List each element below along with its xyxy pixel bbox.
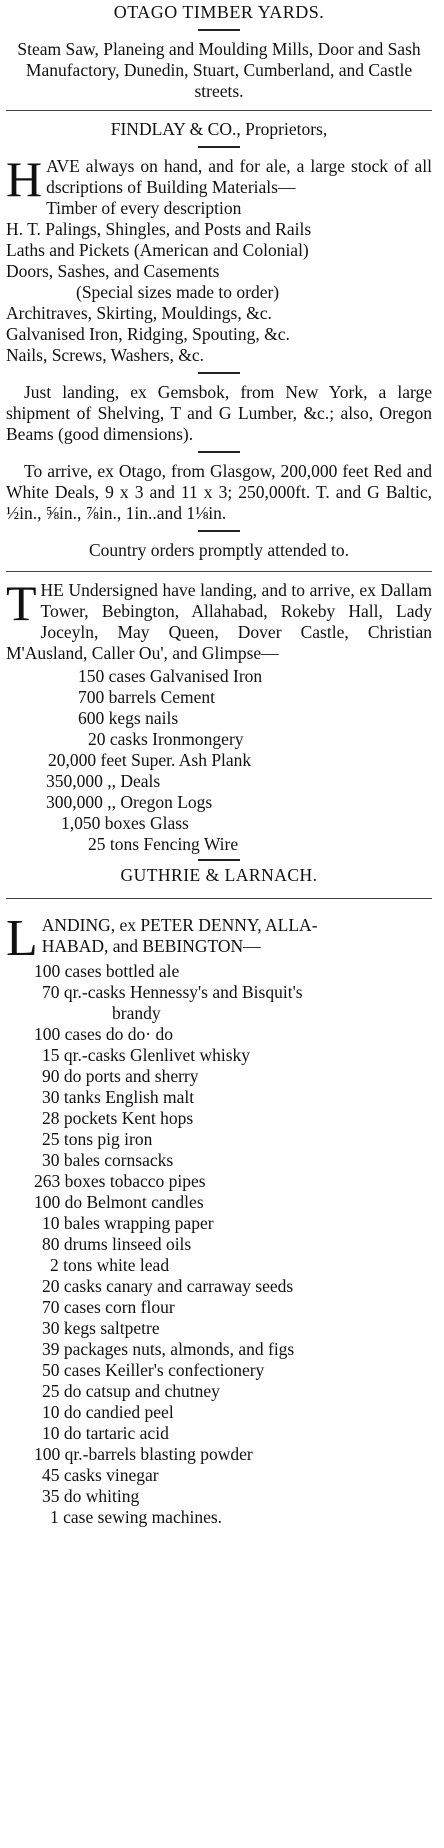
ad1-para1 xyxy=(6,151,432,207)
ad2-item-list xyxy=(6,666,432,855)
list-item: 70 cases corn flour xyxy=(42,1297,175,1317)
divider xyxy=(6,571,432,572)
list-item: Architraves, Skirting, Mouldings, &c. xyxy=(6,303,272,323)
list-item: 10 do candied peel xyxy=(42,1402,174,1422)
list-item: 45 casks vinegar xyxy=(42,1465,159,1485)
ad1-para2: Just landing, ex Gemsbok, from New York, a large shipment of Shelving, T and G Lumber, &c.; also, Oregon Beams (good dimensions). xyxy=(6,382,432,444)
list-item: Timber of every description xyxy=(46,198,242,218)
list-item: Laths and Pickets (American and Colonial) xyxy=(6,240,309,260)
ad3-heading-line1: ANDING, ex PETER DENNY, ALLA- xyxy=(41,915,318,935)
list-item: 10 bales wrapping paper xyxy=(42,1213,214,1233)
list-item: 30 tanks English malt xyxy=(42,1087,195,1107)
short-divider xyxy=(198,530,240,532)
drop-cap-h: H xyxy=(6,151,43,207)
ad3-heading-line2: HABAD, and BEBINGTON— xyxy=(41,936,261,956)
list-item: 70 qr.-casks Hennessy's and Bisquit's xyxy=(42,982,303,1002)
list-item: 1,050 boxes Glass xyxy=(61,813,189,833)
list-item: 600 kegs nails xyxy=(78,708,179,728)
ad3-heading xyxy=(6,910,432,967)
ad2-para xyxy=(6,575,432,664)
ad1-proprietors: FINDLAY & CO., Proprietors, xyxy=(110,119,328,139)
list-item: 1 case sewing machines. xyxy=(50,1507,223,1527)
drop-cap-l: L xyxy=(6,910,38,967)
list-item: 350,000 ,, Deals xyxy=(46,771,161,791)
short-divider xyxy=(198,29,240,31)
short-divider xyxy=(198,146,240,148)
list-item: 20 casks Ironmongery xyxy=(88,729,244,749)
short-divider xyxy=(198,451,240,453)
drop-cap-t: T xyxy=(6,575,37,631)
list-item: 80 drums linseed oils xyxy=(42,1234,192,1254)
list-item: 100 cases bottled ale xyxy=(34,961,180,981)
list-item: 28 pockets Kent hops xyxy=(42,1108,194,1128)
list-item: Doors, Sashes, and Casements xyxy=(6,261,220,281)
list-item: 90 do ports and sherry xyxy=(42,1066,199,1086)
list-item: 100 do Belmont candles xyxy=(34,1192,204,1212)
list-item: 15 qr.-casks Glenlivet whisky xyxy=(42,1045,251,1065)
list-item: 100 qr.-barrels blasting powder xyxy=(34,1444,253,1464)
list-item: 30 kegs saltpetre xyxy=(42,1318,160,1338)
ad1-country-orders: Country orders promptly attended to. xyxy=(88,540,350,560)
list-item: 30 bales cornsacks xyxy=(42,1150,174,1170)
list-item: 100 cases do do· do xyxy=(34,1024,174,1044)
list-item: Galvanised Iron, Ridging, Spouting, &c. xyxy=(6,324,290,344)
list-item: 20 casks canary and carraway seeds xyxy=(42,1276,294,1296)
ad1-para3: To arrive, ex Otago, from Glasgow, 200,000 feet Red and White Deals, 9 x 3 and 11 x 3; 250,000ft. T. and G Baltic, ½in., ⅝in., ⅞in., 1in..and 1⅛in. xyxy=(6,461,432,523)
ad2-para-text: HE Undersigned have landing, and to arrive, ex Dallam Tower, Bebington, Allahabad, Rokeby Hall, Lady Joceyln, May Queen, Dover Castle, Christian M'Ausland, Caller Ou', and Glimpse— xyxy=(6,580,432,663)
list-item: H. T. Palings, Shingles, and Posts and Rails xyxy=(6,219,312,239)
list-item: 263 boxes tobacco pipes xyxy=(34,1171,206,1191)
short-divider xyxy=(198,372,240,374)
ad1-intro: Steam Saw, Planeing and Moulding Mills, Door and Sash Manufactory, Dunedin, Stuart, Cumberland, and Castle streets. xyxy=(17,39,421,101)
divider xyxy=(6,110,432,111)
list-item: 300,000 ,, Oregon Logs xyxy=(46,792,213,812)
list-item: 25 do catsup and chutney xyxy=(42,1381,220,1401)
list-item: Nails, Screws, Washers, &c. xyxy=(6,345,205,365)
newspaper-column xyxy=(0,2,438,1528)
ad3-item-list xyxy=(6,961,432,1528)
short-divider xyxy=(198,859,240,861)
list-item-continued: brandy xyxy=(112,1003,161,1023)
list-item: 50 cases Keiller's confectionery xyxy=(42,1360,265,1380)
ad1-item-list xyxy=(6,198,432,366)
list-item: 20,000 feet Super. Ash Plank xyxy=(48,750,252,770)
list-item: 2 tons white lead xyxy=(50,1255,170,1275)
ad1-title: OTAGO TIMBER YARDS. xyxy=(113,2,325,22)
list-item: 150 cases Galvanised Iron xyxy=(78,666,263,686)
list-item-special: (Special sizes made to order) xyxy=(76,282,280,302)
list-item: 700 barrels Cement xyxy=(78,687,216,707)
divider xyxy=(6,898,432,899)
list-item: 35 do whiting xyxy=(42,1486,140,1506)
list-item: 25 tons Fencing Wire xyxy=(88,834,239,854)
ad1-para1-text: AVE always on hand, and for ale, a large stock of all dscriptions of Building Materials— xyxy=(46,156,432,197)
list-item: 10 do tartaric acid xyxy=(42,1423,169,1443)
list-item: 25 tons pig iron xyxy=(42,1129,153,1149)
ad2-signature: GUTHRIE & LARNACH. xyxy=(120,865,318,885)
list-item: 39 packages nuts, almonds, and figs xyxy=(42,1339,295,1359)
